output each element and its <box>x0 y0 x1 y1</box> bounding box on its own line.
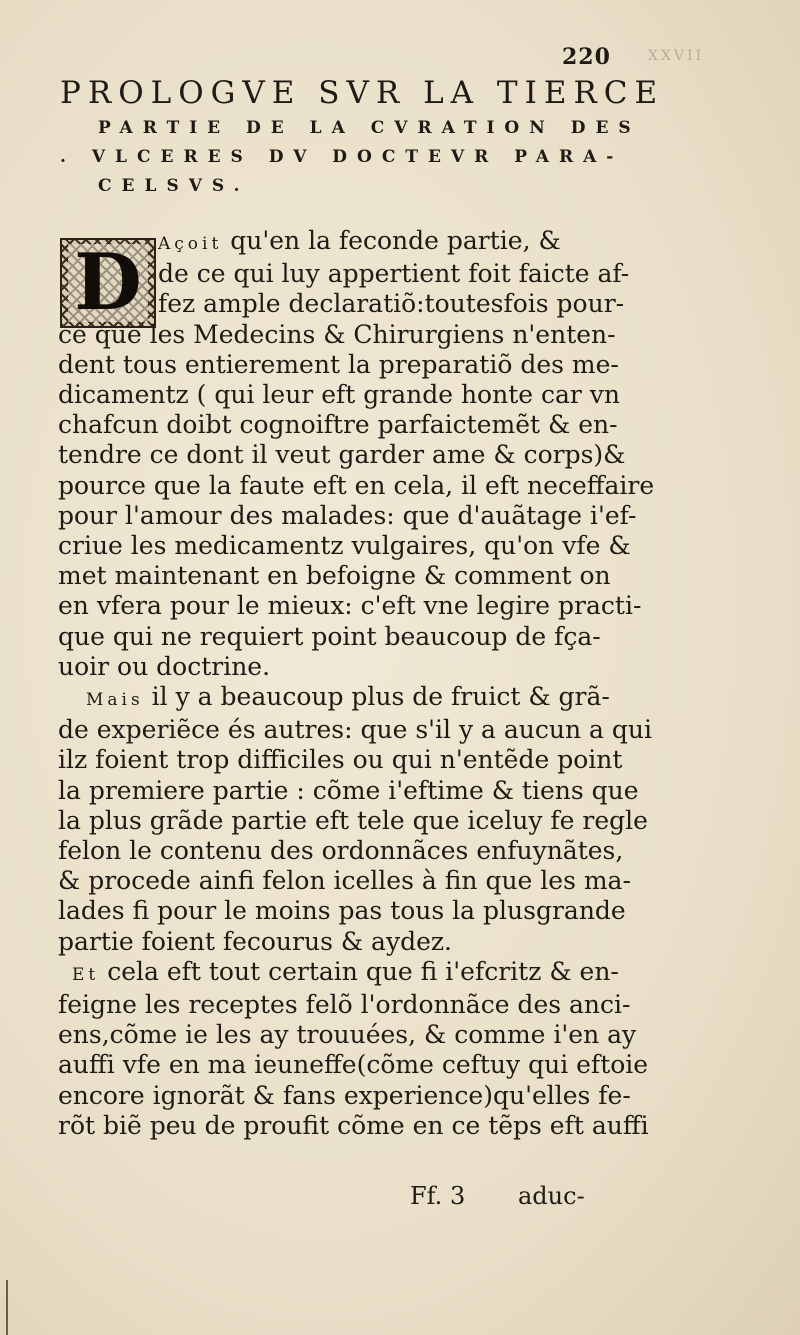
body-line: tendre ce dont il veut garder ame & corps)& <box>58 440 626 470</box>
body-line: en vfera pour le mieux: c'eft vne legire practi- <box>58 591 642 621</box>
prologue-body <box>58 226 655 1141</box>
catchword: aduc- <box>518 1182 585 1210</box>
body-line: de experiẽce és autres: que s'il y a aucun a qui <box>58 715 653 745</box>
body-line: ens,cõme ie les ay trouuées, & comme i'en ay <box>58 1020 637 1050</box>
body-line: met maintenant en befoigne & comment on <box>58 561 611 591</box>
body-line: ilz foient trop difficiles ou qui n'entẽde point <box>58 745 623 775</box>
dropcap-letter: D <box>68 244 148 322</box>
body-line: felon le contenu des ordonnãces enfuynãtes, <box>58 836 624 866</box>
prologue-title: PROLOGVE SVR LA TIERCE <box>60 75 665 111</box>
body-line: fez ample declaratiõ:toutesfois pour- <box>158 289 625 319</box>
body-line: Et cela eft tout certain que fi i'efcritz & en- <box>72 956 619 986</box>
opening-smallcaps: Açoit <box>158 234 223 254</box>
body-line: rõt biẽ peu de proufit cõme en ce tẽps eft auffi <box>58 1110 649 1140</box>
body-line: pource que la faute eft en cela, il eft neceffaire <box>58 470 655 500</box>
page-edge-mark <box>6 1280 12 1335</box>
para2-smallcaps: Mais <box>86 690 144 711</box>
body-line: feigne les receptes felõ l'ordonnãce des anci- <box>58 990 631 1020</box>
bleed-through-text: XXVII <box>648 48 705 64</box>
title-subline-3: CELSVS. <box>98 176 250 196</box>
para3-smallcaps: Et <box>72 964 100 985</box>
body-line: partie foient fecourus & aydez. <box>58 926 453 956</box>
title-subline-1: PARTIE DE LA CVRATION DES <box>98 118 641 138</box>
body-line: auffi vfe en ma ieuneffe(cõme ceftuy qui eftoie <box>58 1050 649 1080</box>
body-line: la plus grãde partie eft tele que iceluy fe regle <box>58 805 648 835</box>
body-line: lades fi pour le moins pas tous la plusgrande <box>58 896 626 926</box>
body-line: Açoit qu'en la feconde partie, & <box>158 226 561 255</box>
title-subline-2: . VLCERES DV DOCTEVR PARA- <box>60 147 624 167</box>
body-line: ce que les Medecins & Chirurgiens n'enten- <box>58 319 616 349</box>
body-line: que qui ne requiert point beaucoup de fça- <box>58 621 601 651</box>
body-line: la premiere partie : cõme i'eftime & tiens que <box>58 775 639 805</box>
body-line: chafcun doibt cognoiftre parfaictemẽt & en- <box>58 410 618 440</box>
body-line: encore ignorãt & fans experience)qu'elles fe- <box>58 1080 631 1110</box>
body-line: criue les medicamentz vulgaires, qu'on vfe & <box>58 531 631 561</box>
body-line: Mais il y a beaucoup plus de fruict & grã- <box>86 682 610 712</box>
body-line: de ce qui luy appertient foit faicte af- <box>158 259 630 289</box>
signature-mark: Ff. 3 <box>410 1182 466 1210</box>
body-line: uoir ou doctrine. <box>58 651 271 681</box>
body-line: dent tous entierement la preparatiõ des me- <box>58 349 619 379</box>
body-line: pour l'amour des malades: que d'auãtage i'ef- <box>58 500 637 530</box>
body-line: dicamentz ( qui leur eft grande honte car vn <box>58 380 621 410</box>
folio-number: 220 <box>562 44 611 70</box>
body-line: & procede ainfi felon icelles à fin que les ma- <box>58 866 631 896</box>
